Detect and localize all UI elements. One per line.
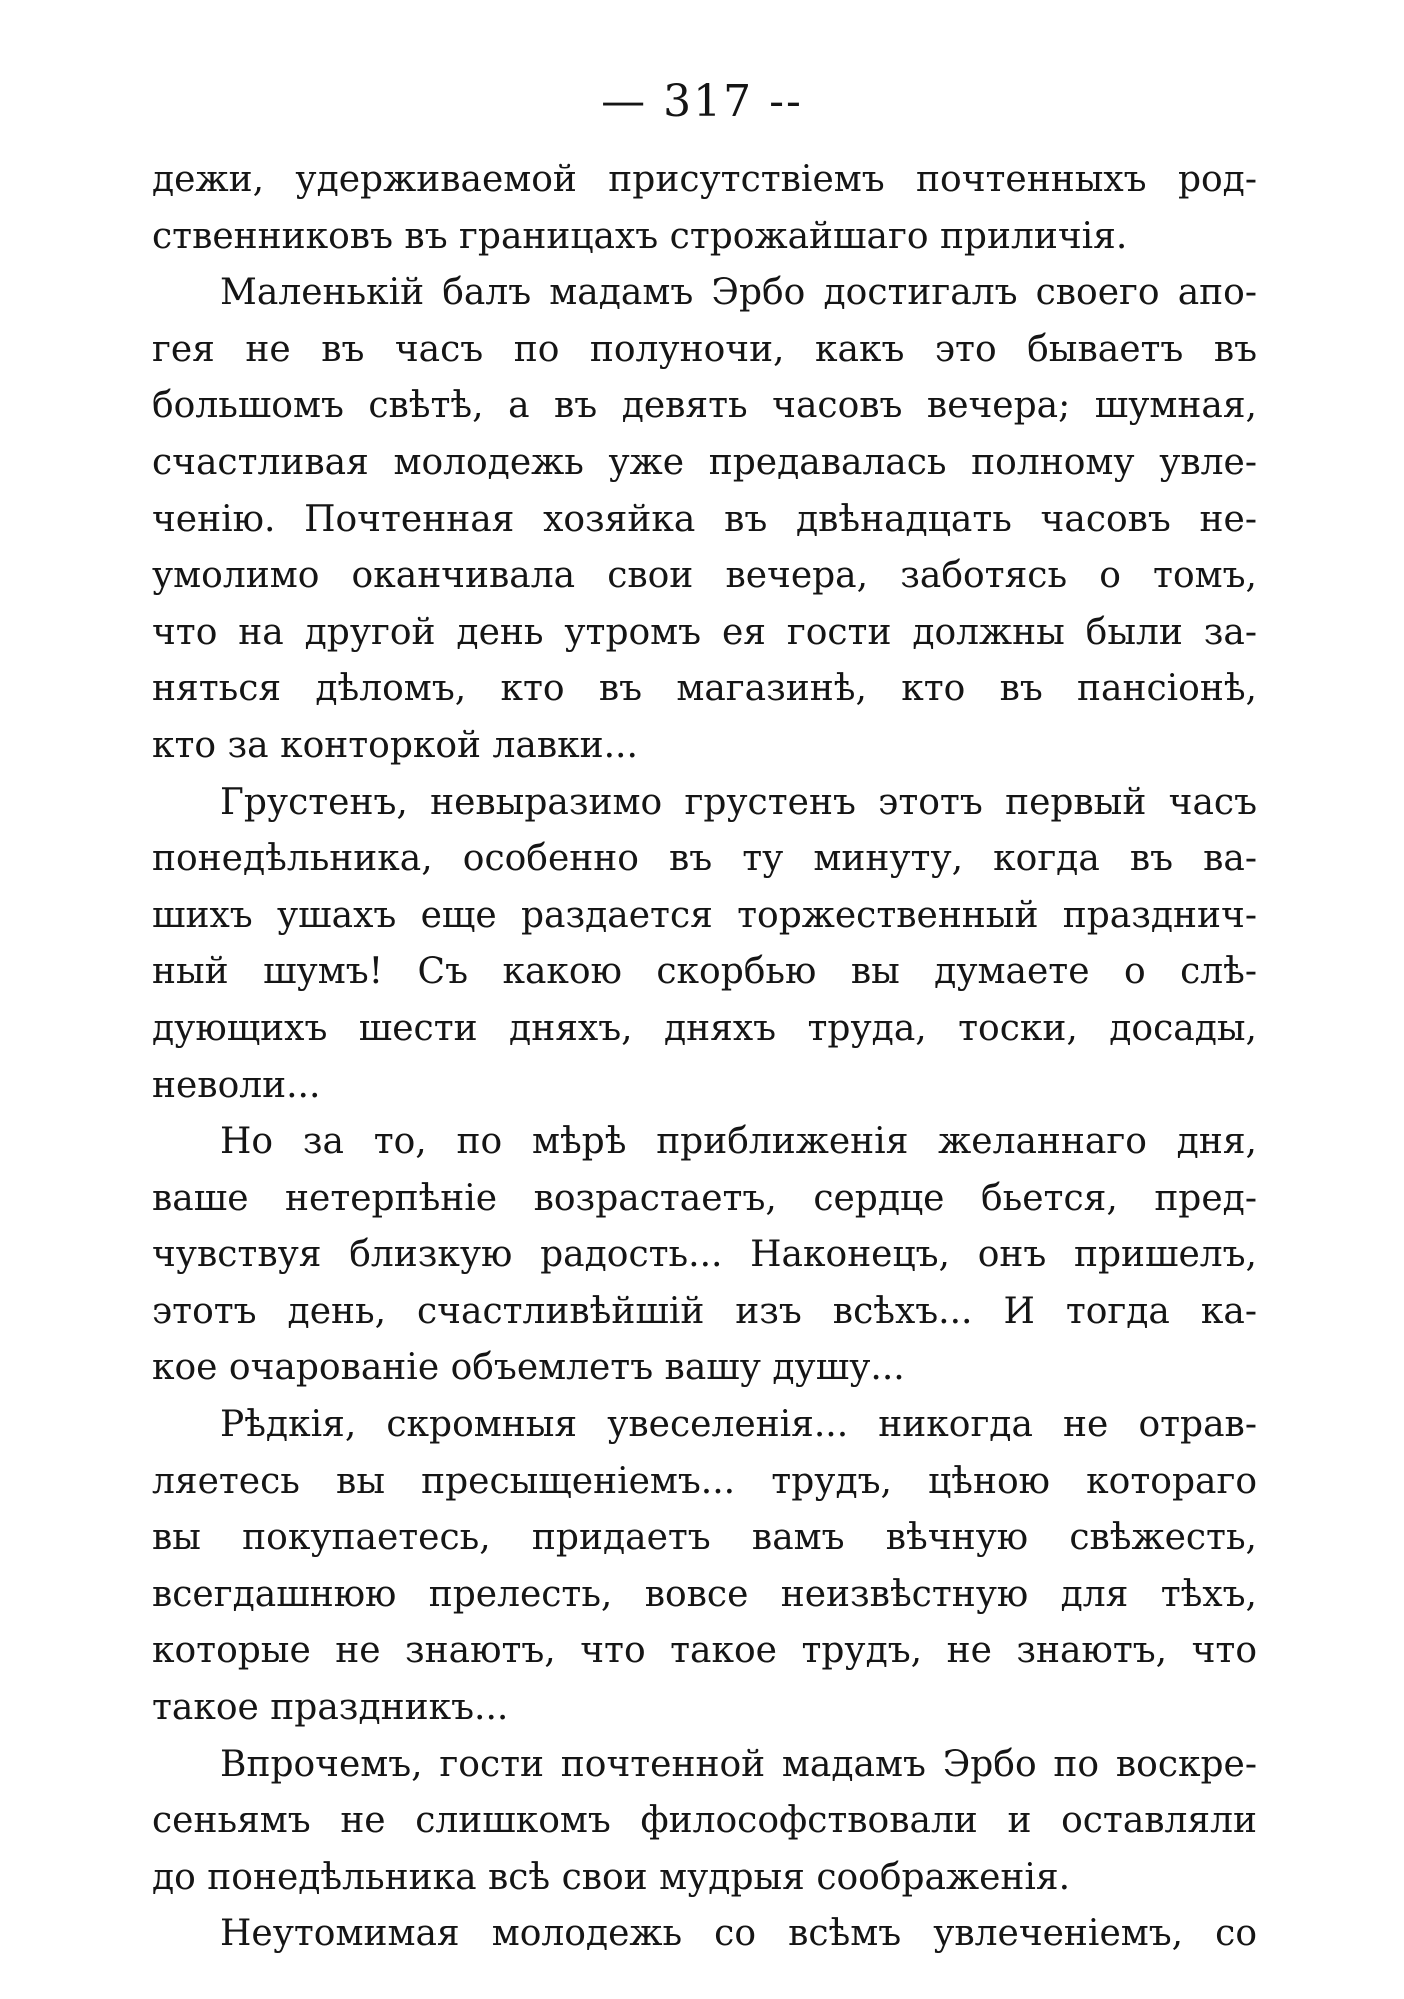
text-line: кто за конторкой лавки...	[152, 724, 638, 766]
text-line: Грустенъ, невыразимо грустенъ этотъ первый часъ	[220, 781, 1257, 823]
text-line: что на другой день утромъ ея гости должны были за-	[152, 611, 1257, 653]
text-line: ляетесь вы пресыщеніемъ... трудъ, цѣною котораго	[152, 1460, 1257, 1502]
text-line: сеньямъ не слишкомъ философствовали и оставляли	[152, 1800, 1257, 1842]
text-line: умолимо оканчивала свои вечера, заботясь о томъ,	[152, 555, 1257, 597]
text-line: ственниковъ въ границахъ строжайшаго приличія.	[152, 215, 1128, 257]
text-line: до понедѣльника всѣ свои мудрыя соображенія.	[152, 1856, 1071, 1898]
text-line: вы покупаетесь, придаетъ вамъ вѣчную свѣжесть,	[152, 1517, 1257, 1559]
text-line: Рѣдкія, скромныя увеселенія... никогда не отрав-	[220, 1404, 1257, 1446]
text-line: ченію. Почтенная хозяйка въ двѣнадцать часовъ не-	[152, 498, 1257, 540]
text-line: Но за то, по мѣрѣ приближенія желаннаго дня,	[220, 1121, 1257, 1163]
body-text	[152, 152, 1257, 1963]
text-line: этотъ день, счастливѣйшій изъ всѣхъ... И тогда ка-	[152, 1290, 1257, 1332]
text-line: такое праздникъ...	[152, 1687, 509, 1729]
text-line: кое очарованіе объемлетъ вашу душу...	[152, 1347, 905, 1389]
text-line: няться дѣломъ, кто въ магазинѣ, кто въ пансіонѣ,	[152, 668, 1257, 710]
text-line: дующихъ шести дняхъ, дняхъ труда, тоски, досады,	[152, 1007, 1257, 1049]
text-line: дежи, удерживаемой присутствіемъ почтенныхъ род-	[152, 159, 1257, 200]
text-line: ный шумъ! Съ какою скорбью вы думаете о слѣ-	[152, 951, 1257, 993]
text-line: Неутомимая молодежь со всѣмъ увлеченіемъ, со	[220, 1913, 1257, 1955]
text-line: большомъ свѣтѣ, а въ девять часовъ вечера; шумная,	[152, 385, 1257, 427]
text-line: всегдашнюю прелесть, вовсе неизвѣстную для тѣхъ,	[152, 1573, 1257, 1615]
text-line: гея не въ часъ по полуночи, какъ это бываетъ въ	[152, 328, 1257, 370]
text-line: Впрочемъ, гости почтенной мадамъ Эрбо по воскре-	[220, 1743, 1257, 1785]
text-line: неволи...	[152, 1064, 321, 1106]
text-line: чувствуя близкую радость... Наконецъ, онъ пришелъ,	[152, 1234, 1257, 1276]
text-line: шихъ ушахъ еще раздается торжественный празднич-	[152, 894, 1257, 936]
text-line: ваше нетерпѣніе возрастаетъ, сердце бьется, пред-	[152, 1177, 1257, 1219]
text-line: которые не знаютъ, что такое трудъ, не знаютъ, что	[152, 1630, 1257, 1672]
text-line: счастливая молодежь уже предавалась полному увле-	[152, 441, 1257, 483]
text-line: понедѣльника, особенно въ ту минуту, когда въ ва-	[152, 838, 1257, 880]
page-number: — 317 --	[601, 76, 803, 127]
text-line: Маленькій балъ мадамъ Эрбо достигалъ своего апо-	[220, 272, 1257, 314]
